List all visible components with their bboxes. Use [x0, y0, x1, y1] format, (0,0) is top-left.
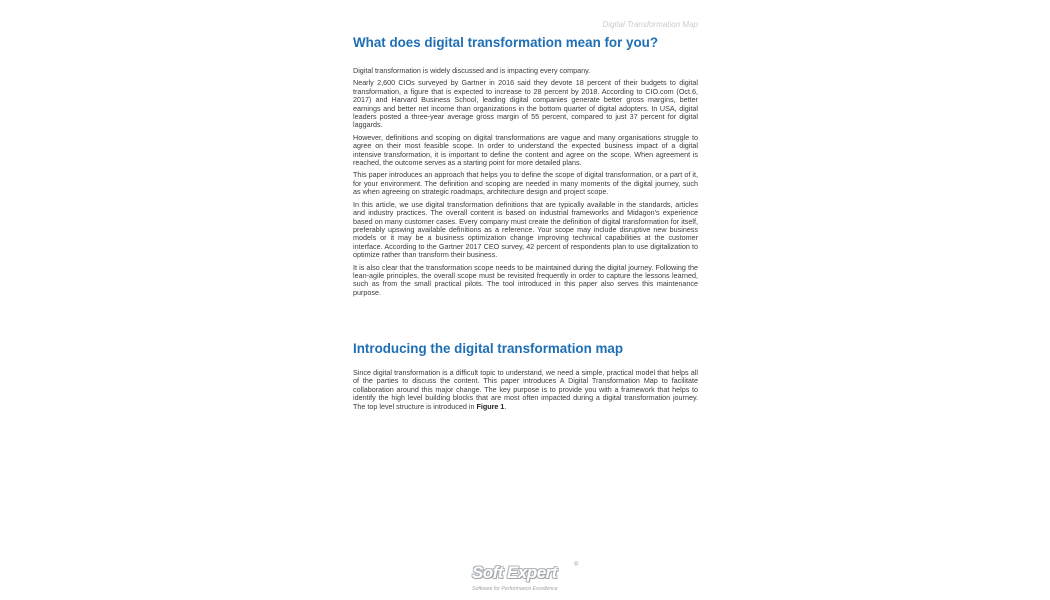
paragraph: However, definitions and scoping on digital transformations are vague and many organisations struggle to agree on their most feasible scope. In order to understand the expected business impact of a digital intensive transformation, it is important to define the content and agree on the scope. When agreement is reached, the outcome serves as a starting point for more detailed plans. — [353, 132, 698, 168]
paragraph: In this article, we use digital transformation definitions that are typically available in the standards, articles and industry practices. The overall content is based on industrial frameworks and Midagon's experience based on many customer cases. Every company must create the definition of digital transformation for itself, preferably upswing available definitions as a reference. Your scope may include disruptive new business models or it may be a business optimization change improving technical capabilities at the customer interface. According to the Gartner 2017 CEO survey, 42 percent of respondents plan to use digitalization to optimize rather than transform their business. — [353, 199, 698, 260]
figure-reference: Figure 1 — [476, 401, 505, 411]
section-title-meaning: What does digital transformation mean for you? — [353, 35, 659, 50]
section-body-introducing — [353, 369, 698, 415]
softexpert-logo — [470, 561, 580, 597]
section-title-introducing: Introducing the digital transformation map — [353, 341, 624, 356]
paragraph: It is also clear that the transformation scope needs to be maintained during the digital journey. Following the lean-agile principles, the overall scope must be revisited frequently in order to capture the lessons learned, such as from the small practical pilots. The tool introduced in this paper also serves this maintenance purpose. — [353, 262, 698, 297]
logo-word-expert: Expert — [507, 563, 557, 582]
logo-tagline: Software for Performance Excellence — [472, 586, 558, 592]
paragraph-text: Since digital transformation is a difficult topic to understand, we need a simple, practical model that helps all of the parties to discuss the content. This paper introduces A Digital Transformation Map to facilitate collaboration around this major change. The key purpose is to provide you with a framework that helps to identify the high level building blocks that are most often impacted during a digital transformation journey. The top level structure is introduced in — [353, 368, 698, 411]
logo-wordmark — [472, 563, 557, 583]
paragraph — [353, 369, 698, 411]
logo-word-soft: Soft — [472, 563, 504, 582]
running-header: Digital Transformation Map — [602, 20, 698, 29]
paragraph: Nearly 2,600 CIOs surveyed by Gartner in 2016 said they devote 18 percent of their budgets to digital transformation, a figure that is expected to increase to 28 percent by 2018. According to CIO.com (Oct.6, 2017) and Harvard Business School, leading digital companies generate better gross margins, better earnings and better net income than organizations in the bottom quarter of digital adopters. In USA, digital leaders posted a three-year average gross margin of 55 percent, compared to just 37 percent for digital laggards. — [353, 78, 698, 130]
paragraph-end: . — [504, 401, 507, 411]
paragraph: This paper introduces an approach that helps you to define the scope of digital transformation, or a part of it, for your environment. The definition and scoping are needed in many moments of the digital journey, such as when agreeing on strategic roadmaps, architecture design and project scope. — [353, 170, 698, 197]
document-page — [353, 18, 698, 600]
section-body-meaning — [353, 67, 698, 301]
registered-mark: ® — [574, 562, 579, 568]
paragraph: Digital transformation is widely discussed and is impacting every company. — [353, 66, 591, 75]
